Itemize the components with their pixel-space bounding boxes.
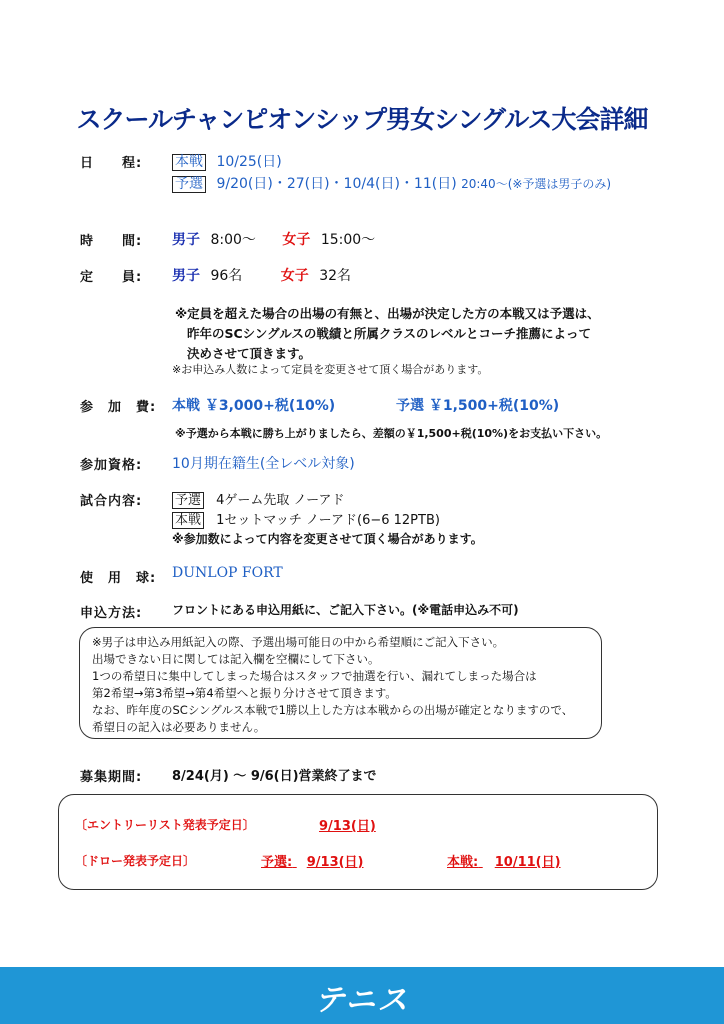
- female-tag: 女子: [280, 268, 309, 284]
- male-time: 8:00〜: [210, 232, 256, 248]
- note-line: 1つの希望日に集中してしまった場合はスタッフで抽選を行い、漏れてしまった場合は: [92, 669, 537, 683]
- footer-logo-text: テニス: [314, 983, 410, 1018]
- draw-main: [447, 851, 561, 870]
- capacity-note2: ※お申込み人数によって定員を変更させて頂く場合があります。: [172, 363, 489, 376]
- capacity-label: 定 員:: [80, 270, 143, 285]
- apply-value: フロントにある申込用紙に、ご記入下さい。(※電話申込み不可): [172, 603, 519, 617]
- recruit-label: 募集期間:: [80, 770, 143, 785]
- recruit-value: 8/24(月) 〜 9/6(日)営業終了まで: [172, 769, 377, 784]
- note-line: ※男子は申込み用紙記入の際、予選出場可能日の中から希望順にご記入下さい。: [92, 635, 505, 649]
- note-line: 第2希望→第3希望→第4希望へと振り分けさせて頂きます。: [92, 686, 397, 700]
- main-tag: 本戦: [172, 512, 204, 529]
- entry-label: 〔エントリーリスト発表予定日〕: [75, 818, 255, 832]
- announce-box: [58, 794, 658, 890]
- male-tag: 男子: [172, 232, 200, 248]
- apply-label: 申込方法:: [80, 606, 143, 621]
- apply-notes-box: [79, 627, 602, 739]
- capacity-note: [175, 304, 600, 364]
- draw-main-date: 10/11(日): [494, 855, 561, 870]
- draw-main-label: 本戦:: [447, 855, 479, 870]
- main-format: 1セットマッチ ノーアド(6−6 12PTB): [216, 513, 440, 528]
- note-line: ※定員を超えた場合の出場の有無と、出場が決定した方の本戦又は予選は、: [175, 306, 600, 321]
- format-main: [172, 509, 440, 529]
- pre-tag: 予選: [172, 492, 204, 509]
- format-note: ※参加数によって内容を変更させて頂く場合があります。: [172, 532, 483, 546]
- main-date: 10/25(日): [216, 154, 282, 170]
- ball-value: DUNLOP FORT: [172, 565, 283, 581]
- note-line: 希望日の記入は必要ありません。: [92, 720, 266, 734]
- apply-notes: [92, 634, 573, 736]
- male-capacity: 96名: [210, 268, 243, 284]
- time-label: 時 間:: [80, 234, 143, 249]
- ball-label: 使 用 球:: [80, 571, 157, 586]
- schedule-pre: [172, 173, 611, 193]
- eligibility-value: 10月期在籍生(全レベル対象): [172, 456, 355, 472]
- main-tag: 本戦: [172, 154, 206, 171]
- draw-pre-date: 9/13(日): [306, 855, 364, 870]
- note-line: 決めさせて頂きます。: [187, 346, 312, 361]
- eligibility-label: 参加資格:: [80, 458, 143, 473]
- fee-main: 本戦 ￥3,000+税(10%): [172, 398, 336, 414]
- page-title: スクールチャンピオンシップ男女シングルス大会詳細: [76, 105, 648, 134]
- time-values: [172, 229, 375, 249]
- format-label: 試合内容:: [80, 494, 143, 509]
- format-pre: [172, 489, 345, 509]
- capacity-values: [172, 265, 351, 285]
- draw-label: 〔ドロー発表予定日〕: [75, 854, 196, 868]
- pre-dates: 9/20(日)・27(日)・10/4(日)・11(日): [216, 176, 457, 192]
- fee-pre: 予選 ￥1,500+税(10%): [396, 398, 560, 414]
- female-time: 15:00〜: [320, 232, 376, 248]
- male-tag: 男子: [172, 268, 200, 284]
- note-line: 昨年のSCシングルスの戦績と所属クラスのレベルとコーチ推薦によって: [187, 326, 591, 341]
- note-line: 出場できない日に関しては記入欄を空欄にして下さい。: [92, 652, 380, 666]
- draw-pre: [261, 851, 364, 870]
- fee-label: 参 加 費:: [80, 400, 157, 415]
- fee-note: ※予選から本戦に勝ち上がりましたら、差額の￥1,500+税(10%)をお支払い下さい。: [175, 427, 608, 440]
- female-tag: 女子: [282, 232, 311, 248]
- pre-tag: 予選: [172, 176, 206, 193]
- footer-banner: [0, 967, 724, 1024]
- entry-date: 9/13(日): [319, 819, 376, 834]
- note-line: なお、昨年度のSCシングルス本戦で1勝以上した方は本戦からの出場が確定となりますので、: [92, 703, 574, 717]
- female-capacity: 32名: [319, 268, 352, 284]
- draw-pre-label: 予選:: [261, 855, 293, 870]
- schedule-label: 日 程:: [80, 156, 143, 171]
- pre-format: 4ゲーム先取 ノーアド: [216, 493, 345, 508]
- pre-time: 20:40〜(※予選は男子のみ): [461, 177, 612, 191]
- schedule-main: [172, 151, 282, 171]
